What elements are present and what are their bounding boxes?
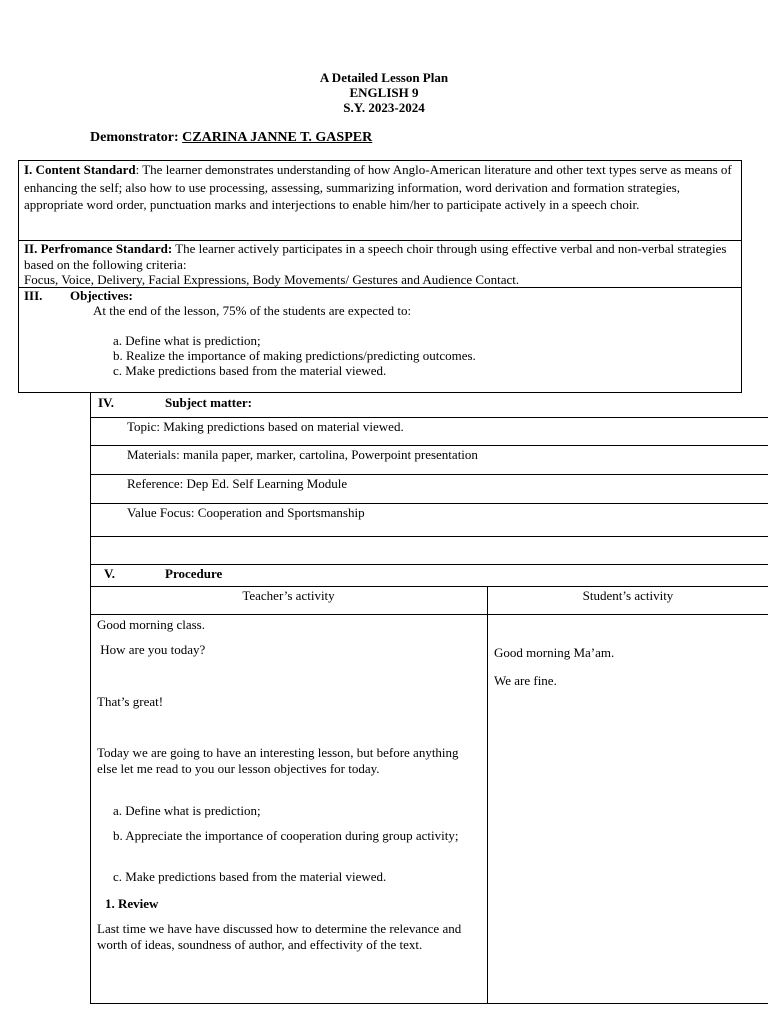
teacher-objective-a: a. Define what is prediction; <box>113 803 261 818</box>
student-activity-header: Student’s activity <box>582 588 674 603</box>
divider <box>90 503 768 504</box>
demonstrator-name: CZARINA JANNE T. GASPER <box>182 130 373 145</box>
demonstrator-label: Demonstrator: <box>90 130 179 145</box>
content-standard <box>24 161 736 214</box>
student-greeting: Good morning Ma’am. <box>494 645 615 660</box>
subject-matter-label: Subject matter: <box>165 395 252 410</box>
teacher-great: That’s great! <box>97 694 164 709</box>
table-bottom-border <box>90 1003 768 1004</box>
subject-materials: Materials: manila paper, marker, cartolina, Powerpoint presentation <box>127 447 478 462</box>
divider <box>90 564 768 565</box>
performance-standard <box>24 241 736 272</box>
objectives-label: Objectives: <box>70 288 133 303</box>
performance-criteria: Focus, Voice, Delivery, Facial Expressions, Body Movements/ Gestures and Audience Contact. <box>24 272 520 287</box>
objective-item: c. Make predictions based from the material viewed. <box>113 363 387 378</box>
subject-line: ENGLISH 9 <box>349 85 419 100</box>
column-divider <box>487 586 488 1004</box>
procedure-numeral: V. <box>104 566 115 581</box>
divider <box>90 536 768 537</box>
review-text: Last time we have have discussed how to determine the relevance and worth of ideas, soundness of author, and effectivity of the text. <box>97 921 462 952</box>
performance-standard-text: The learner actively participates in a speech choir through using effective verbal and non-verbal strategies based on the following criteria: <box>24 241 727 272</box>
procedure-label: Procedure <box>165 566 223 581</box>
objectives-numeral: III. <box>24 288 43 303</box>
school-year: S.Y. 2023-2024 <box>343 100 425 115</box>
divider <box>90 417 768 418</box>
demonstrator-line <box>90 130 372 146</box>
student-fine: We are fine. <box>494 673 557 688</box>
teacher-objective-b: b. Appreciate the importance of cooperation during group activity; <box>113 828 459 843</box>
teacher-intro: Today we are going to have an interesting lesson, but before anything else let me read to you our lesson objectives for today. <box>97 745 459 776</box>
content-standard-text: : The learner demonstrates understanding of how Anglo-American literature and other text types serve as means of enhancing the self; also how to use processing, assessing, summarizing information, word derivation and formation strategies, appropriate word order, punctuation marks and interjections to enable him/her to participate actively in a speech choir. <box>24 162 732 212</box>
subject-reference: Reference: Dep Ed. Self Learning Module <box>127 476 348 491</box>
divider <box>90 445 768 446</box>
divider <box>90 586 768 587</box>
divider <box>90 614 768 615</box>
document-title: A Detailed Lesson Plan <box>319 70 449 85</box>
teacher-objective-c: c. Make predictions based from the material viewed. <box>113 869 387 884</box>
objective-item: a. Define what is prediction; <box>113 333 261 348</box>
review-heading: 1. Review <box>105 896 159 911</box>
subject-matter-numeral: IV. <box>98 395 115 410</box>
teacher-greeting: Good morning class. <box>97 617 205 632</box>
objective-item: b. Realize the importance of making predictions/predicting outcomes. <box>113 348 476 363</box>
objectives-intro: At the end of the lesson, 75% of the students are expected to: <box>93 303 412 318</box>
subject-topic: Topic: Making predictions based on material viewed. <box>127 419 404 434</box>
teacher-how-are-you: How are you today? <box>97 642 206 657</box>
divider <box>90 474 768 475</box>
teacher-activity-header: Teacher’s activity <box>242 588 335 603</box>
subject-value-focus: Value Focus: Cooperation and Sportsmanship <box>127 505 365 520</box>
content-standard-label: I. Content Standard <box>24 162 136 177</box>
table-left-border <box>90 393 91 1004</box>
performance-standard-label: II. Perfromance Standard: <box>24 241 173 256</box>
